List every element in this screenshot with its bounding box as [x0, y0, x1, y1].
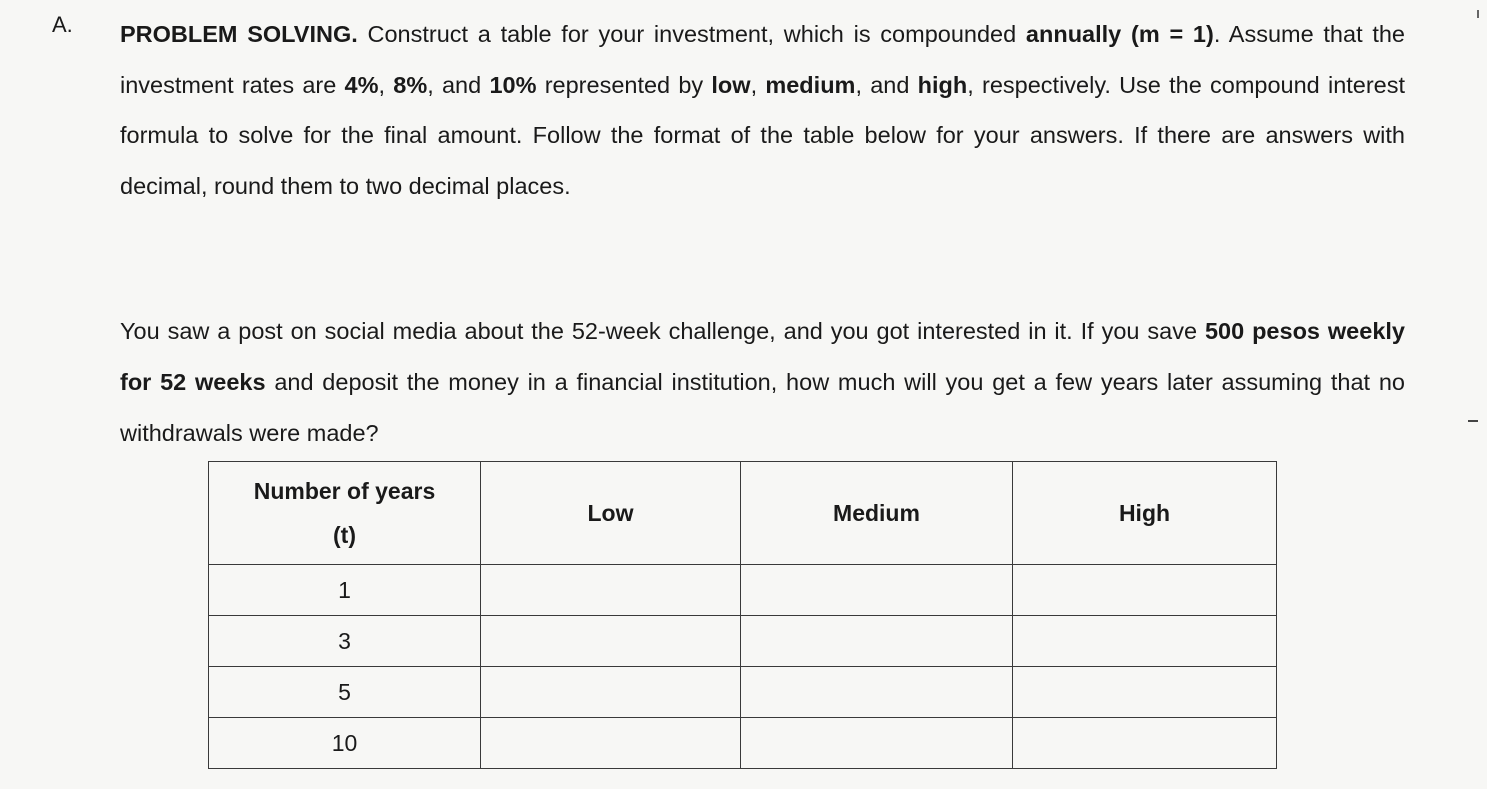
scenario-savings-plan: 500 pesos weekly for 52 weeks — [120, 318, 1405, 395]
header-high: High — [1013, 462, 1277, 565]
table-row — [209, 616, 1277, 667]
medium-answer-cell[interactable] — [741, 565, 1013, 616]
medium-answer-cell[interactable] — [741, 718, 1013, 769]
table-row — [209, 565, 1277, 616]
table-row — [209, 667, 1277, 718]
high-answer-cell[interactable] — [1013, 565, 1277, 616]
header-years-line-1: Number of years — [253, 478, 436, 504]
instructions-text-2: . Assume that the investment rates are — [120, 21, 1405, 98]
scenario-paragraph — [120, 306, 1405, 459]
medium-word: medium — [765, 71, 856, 98]
low-answer-cell[interactable] — [481, 718, 741, 769]
item-label: A. — [52, 12, 73, 37]
separator: , — [378, 71, 394, 98]
separator: , — [750, 71, 766, 98]
problem-instructions — [120, 9, 1405, 211]
scan-mark — [1477, 10, 1479, 18]
compounding-m-value: (m = 1) — [1131, 21, 1214, 47]
header-years-line-2: (t) — [333, 522, 356, 548]
separator: , and — [855, 71, 918, 98]
problem-heading: PROBLEM SOLVING. — [120, 21, 358, 47]
compounding-annually: annually — [1025, 21, 1122, 47]
scenario-text-2: and deposit the money in a financial institution, how much will you get a few years later assuming that no withdrawals were made? — [120, 369, 1405, 446]
years-cell: 10 — [209, 718, 481, 769]
header-low: Low — [481, 462, 741, 565]
medium-answer-cell[interactable] — [741, 667, 1013, 718]
rate-low: 4% — [344, 71, 379, 98]
header-medium: Medium — [741, 462, 1013, 565]
instructions-text-3: represented by — [536, 71, 712, 98]
years-cell: 1 — [209, 565, 481, 616]
rate-high: 10% — [489, 71, 537, 98]
years-cell: 5 — [209, 667, 481, 718]
answer-table — [208, 461, 1277, 769]
table-header-row — [209, 462, 1277, 565]
table-row — [209, 718, 1277, 769]
instructions-text-4: , respectively. Use the compound interest formula to solve for the final amount. Follow the format of the table below for your answers. If there are answers with decimal, round them to two decimal places. — [120, 71, 1406, 199]
low-word: low — [711, 71, 751, 98]
years-cell: 3 — [209, 616, 481, 667]
instructions-text-1: Construct a table for your investment, which is compounded — [357, 21, 1026, 47]
high-answer-cell[interactable] — [1013, 667, 1277, 718]
header-number-of-years — [209, 462, 481, 565]
high-word: high — [917, 71, 968, 98]
low-answer-cell[interactable] — [481, 616, 741, 667]
high-answer-cell[interactable] — [1013, 616, 1277, 667]
scenario-text-1: You saw a post on social media about the 52-week challenge, and you got interested in it. If you save — [120, 318, 1205, 344]
medium-answer-cell[interactable] — [741, 616, 1013, 667]
scan-mark — [1468, 420, 1478, 422]
low-answer-cell[interactable] — [481, 565, 741, 616]
separator: , and — [427, 71, 490, 98]
rate-medium: 8% — [393, 71, 428, 98]
low-answer-cell[interactable] — [481, 667, 741, 718]
high-answer-cell[interactable] — [1013, 718, 1277, 769]
